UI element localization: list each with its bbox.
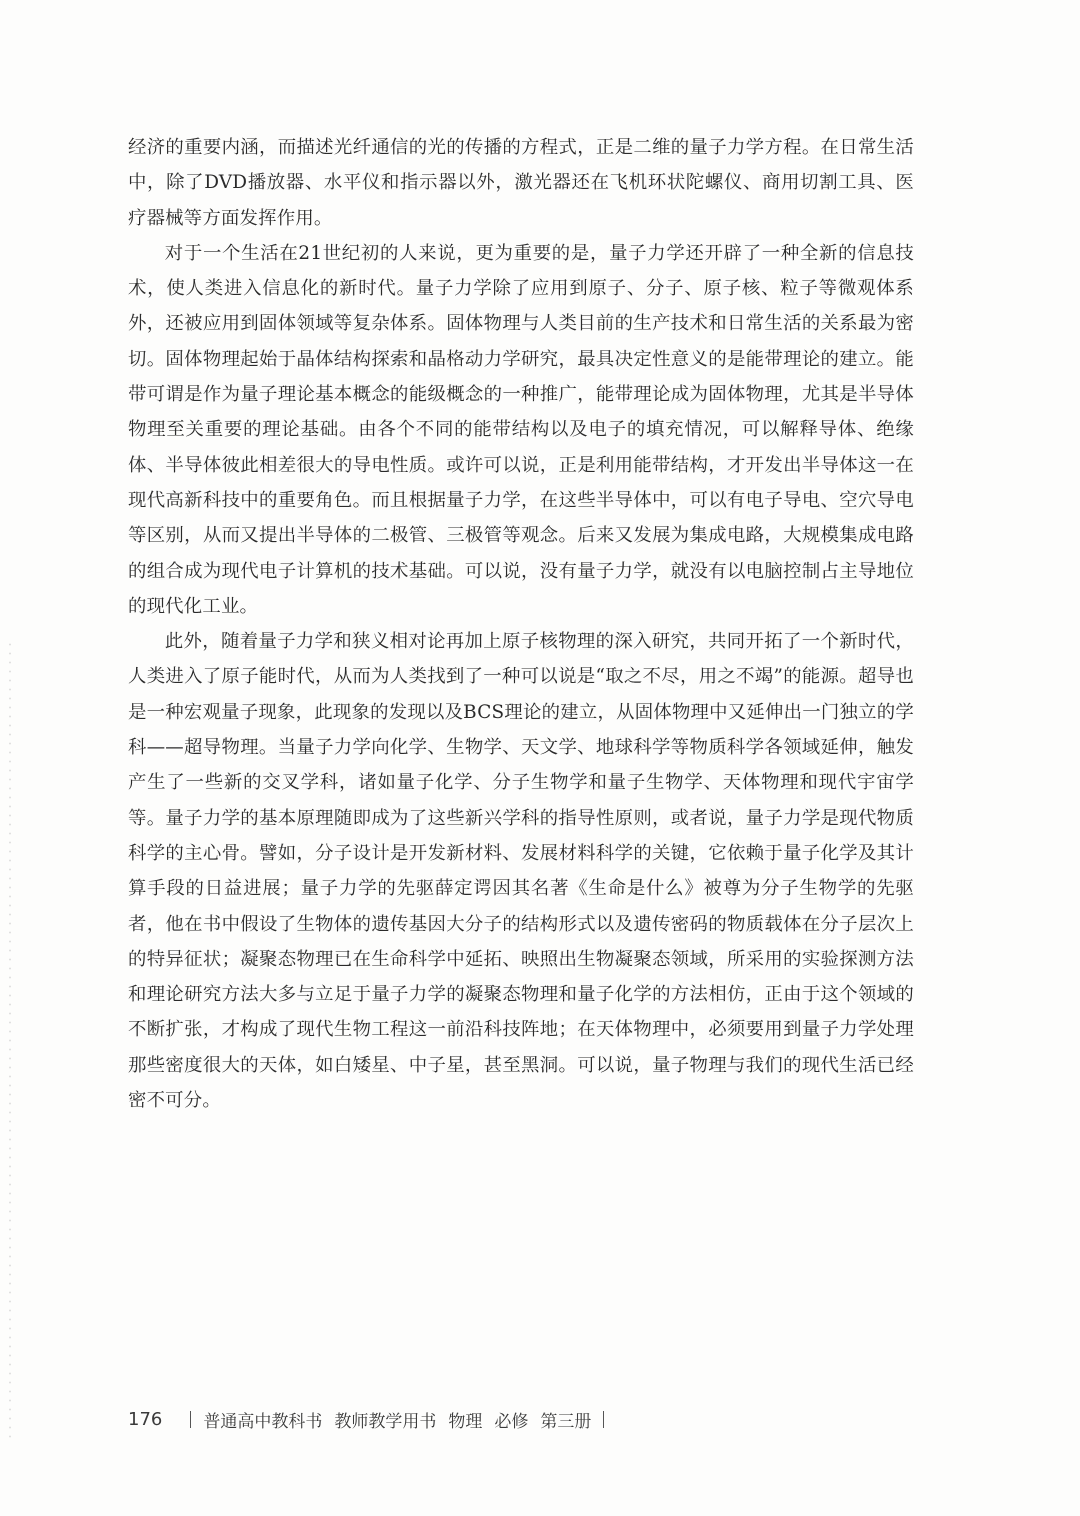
footer-course: 必修: [494, 1411, 529, 1432]
footer-book-type: 教师教学用书: [334, 1411, 437, 1432]
page-footer: [128, 1404, 616, 1434]
paragraph-solid-state-physics: 对于一个生活在21世纪初的人来说，更为重要的是，量子力学还开辟了一种全新的信息技术，使人类进入信息化的新时代。量子力学除了应用到原子、分子、原子核、粒子等微观体系外，还被应用到固体领域等复杂体系。固体物理与人类目前的生产技术和日常生活的关系最为密切。固体物理起始于晶体结构探索和晶格动力学研究，最具决定性意义的是能带理论的建立。能带可谓是作为量子理论基本概念的能级概念的一种推广，能带理论成为固体物理，尤其是半导体物理至关重要的理论基础。由各个不同的能带结构以及电子的填充情况，可以解释导体、绝缘体、半导体彼此相差很大的导电性质。或许可以说，正是利用能带结构，才开发出半导体这一在现代高新科技中的重要角色。而且根据量子力学，在这些半导体中，可以有电子导电、空穴导电等区别，从而又提出半导体的二极管、三极管等观念。后来又发展为集成电路，大规模集成电路的组合成为现代电子计算机的技术基础。可以说，没有量子力学，就没有以电脑控制占主导地位的现代化工业。: [128, 242, 914, 617]
footer-volume: 第三册: [540, 1411, 592, 1432]
footer-divider: [190, 1411, 191, 1428]
page-edge-scan-artifact: [9, 640, 11, 1440]
footer-divider-end: [603, 1411, 604, 1428]
footer-subject: 物理: [448, 1411, 483, 1432]
paragraph-continued: 经济的重要内涵，而描述光纤通信的光的传播的方程式，正是二维的量子力学方程。在日常生活中，除了DVD播放器、水平仪和指示器以外，激光器还在飞机环状陀螺仪、商用切割工具、医疗器械等方面发挥作用。: [128, 137, 914, 229]
footer-book-series: 普通高中教科书: [203, 1411, 323, 1432]
paragraph-new-era: 此外，随着量子力学和狭义相对论再加上原子核物理的深入研究，共同开拓了一个新时代，人类进入了原子能时代，从而为人类找到了一种可以说是“取之不尽，用之不竭”的能源。超导也是一种宏观量子现象，此现象的发现以及BCS理论的建立，从固体物理中又延伸出一门独立的学科——超导物理。当量子力学向化学、生物学、天文学、地球科学等物质科学各领域延伸，触发产生了一些新的交叉学科，诸如量子化学、分子生物学和量子生物学、天体物理和现代宇宙学等。量子力学的基本原理随即成为了这些新兴学科的指导性原则，或者说，量子力学是现代物质科学的主心骨。譬如，分子设计是开发新材料、发展材料科学的关键，它依赖于量子化学及其计算手段的日益进展；量子力学的先驱薛定谔因其名著《生命是什么》被尊为分子生物学的先驱者，他在书中假设了生物体的遗传基因大分子的结构形式以及遗传密码的物质载体在分子层次上的特异征状；凝聚态物理已在生命科学中延拓、映照出生物凝聚态领域，所采用的实验探测方法和理论研究方法大多与立足于量子力学的凝聚态物理和量子化学的方法相仿，正由于这个领域的不断扩张，才构成了现代生物工程这一前沿科技阵地；在天体物理中，必须要用到量子力学处理那些密度很大的天体，如白矮星、中子星，甚至黑洞。可以说，量子物理与我们的现代生活已经密不可分。: [128, 631, 914, 1112]
page-number: 176: [128, 1408, 163, 1430]
body-text: [128, 130, 914, 1118]
